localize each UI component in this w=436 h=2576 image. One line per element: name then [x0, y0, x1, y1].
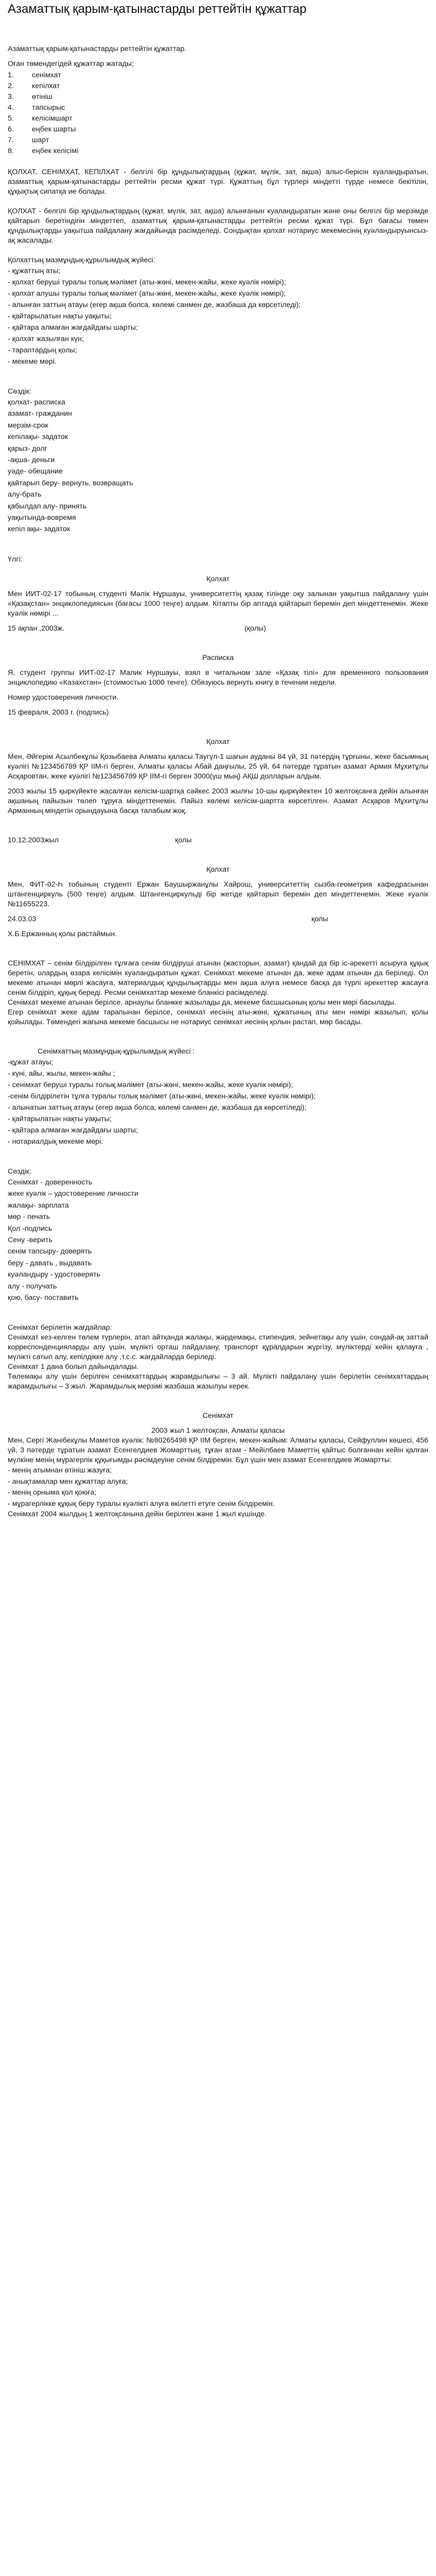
receipt-title: Қолхат	[206, 737, 230, 746]
list-item: - сенімхат беруші туралы толық мәлімет (аты-жөні, мекен-жайы, жеке куәлік нөмірі);	[8, 1080, 293, 1089]
list-item: - қайтара алмаған жағдайдағы шарты;	[8, 1126, 138, 1134]
list-item: - алынған заттың атауы (егер ақша болса, көлемі санмен де, жазбаша да көрсетіледі);	[8, 301, 301, 309]
list-item: - мекеме мөрі.	[8, 358, 57, 366]
list-item: сенім тапсыру- доверять	[8, 1247, 92, 1256]
list-item: - қолхат алушы туралы толық мәлімет (аты-жөні, мекен-жайы, жеке куәлік нөмірі);	[8, 290, 286, 298]
list-item: 8. еңбек келісімі	[8, 147, 79, 155]
sample-date: 2003 жыл 1 желтоқсан, Алматы қаласы	[151, 1427, 285, 1435]
receipt-date: 15 февраля, 2003 г. (подпись)	[8, 708, 109, 717]
list-item: қайтарып беру- вернуть, возвращать	[8, 479, 133, 487]
receipt-title: Қолхат	[206, 574, 230, 583]
receipt-footer	[8, 624, 428, 634]
page-title: Азаматтық қарым-қатынастарды реттейтін құжаттар	[8, 2, 307, 16]
receipt-footer	[8, 836, 428, 845]
list-item: - алынатын заттың атауы (егер ақша болса, көлемі санмен де, жазбаша да көрсетіледі);	[8, 1103, 307, 1112]
receipt-title: Расписка	[202, 653, 234, 662]
section-heading: Сенімхат берілетін жағдайлар:	[8, 1324, 112, 1332]
list-item: кепілақы- задаток	[8, 433, 68, 442]
list-item: кепіл ақы- задаток	[8, 525, 70, 534]
list-item: 3. өтініш	[8, 93, 53, 101]
list-item: мерзім-срок	[8, 421, 48, 430]
section-heading: Қолхаттың мазмұндық-құрылымдық жүйесі:	[8, 256, 155, 264]
list-item: 6. еңбек шарты	[8, 125, 76, 133]
paragraph: Сенімхат мекеме атынан берілсе, арнаулы бланкке жазылады да, мекеме басшысының қолы мен мөрі басылады.	[8, 998, 396, 1007]
list-item: -ақша- деньги	[8, 456, 55, 465]
paragraph: ҚОЛХАТ - белгілі бір құндылықтардың (құжат, мүлік, зат, ақша) алынғанын куаландыратын және оны белгілі бір мерзімде қайтарып беретіндігін міндеттеп, азаматтық қарым-қатынастарды реттейтін ресми құжат түрі. Бұл бағасы төмен құндылықтарды уақытша пайдалану жағдайында расімделеді. Сондықтан қолхат нотариус мекемесінің куәландыруынсыз-ақ жасалады.	[8, 207, 428, 245]
vocabulary-list	[8, 1177, 428, 1303]
list-item: жалақы- зарплата	[8, 1201, 69, 1210]
list-item: - қолхат беруші туралы толық мәлімет (аты-жөні, мекен-жайы, жеке куәлік нөмірі);	[8, 278, 286, 286]
receipt-sign: қолы	[175, 836, 192, 844]
sample-end: Сенімхат 2004 жылдың 1 желтоқсанына дейін берілген және 1 жыл күшінде.	[8, 1510, 267, 1519]
list-item: - менің атымнан өтініш жазуға;	[8, 1466, 112, 1475]
list-item: 1. сенімхат	[8, 71, 61, 79]
section-heading: Сөздік:	[8, 1167, 31, 1176]
list-item: - қайтарылатын нақты уақыты;	[8, 1114, 112, 1123]
intro-line: Азаматтық қарым-қатынастарды реттейтін құжаттар.	[8, 45, 187, 53]
list-item: қабылдап алу- принять	[8, 502, 87, 511]
list-item: 4. тапсырыс	[8, 104, 65, 112]
list-item: беру - давать , выдавать	[8, 1259, 92, 1267]
list-item: - нотариалдық мекеме мөрі.	[8, 1137, 103, 1146]
list-item: Қол -подпись	[8, 1224, 53, 1233]
list-item: Сену -верить	[8, 1235, 53, 1244]
receipt-text: Мен, ФИТ-02-Һ тобының студенті Ержан Баушыржанұлы Хайрош, университеттің сызба-геометрия кафедрасынан штангенциркуль (500 теңге) алдым. Штангенциркульді бір жетіде қайтарып беремін деп міндеттенемін. Жеке куәлік №11655223.	[8, 880, 428, 908]
intro-line: Оған төмендегідей құжаттар жатады;	[8, 60, 134, 68]
receipt-text: Мен, Әйгерім Асылбекұлы Қозыбаева Алматы қаласы Таугүл-1 шағын ауданы 84 үй, 31 пәтердің тұрғыны, жеке басымның куәлігі №123456789 ҚР ІІМ-гі берген, Алматы қаласы Абай даңғылы, 25 үй, 64 пәтерде тұратын азамат Армия Мұхитұлы Асқаровтан, жеке куәлігі №123456789 ҚР ІІМ-гі берген 3000(үш мың) АҚШ долларын алдым.	[8, 752, 428, 781]
list-item: азамат- гражданин	[8, 410, 72, 418]
document	[8, 1, 428, 1530]
sample-items	[8, 1465, 428, 1510]
paragraph: СЕНІМХАТ – сенім білдірілген тұлғаға сенім білдіруші атынан (жасторын, азамат) қандай да бір іс-әрекетті асыруға құқық беретін, олардың өзара келісімін куәландыратын құжат. Сенімхат мекеме атынан да, жеке адам атынан да беріледі. Ол мекеме атынан мөрлі жасауға, материалдық құндылықтарды мен ақша алуға немесе басқа да түрлі әрекеттер жасауға сенім білдіріп, құқық береді. Ресми сенімхаттар мекеме бланкісі расімделеді.	[8, 959, 428, 997]
list-item: -сенім білдірілетін тұлға туралы толық мәлімет (аты-жөні, мекен-жайы, жеке куәлік нөмірі);	[8, 1092, 316, 1100]
list-item: 2. кепілхат	[8, 82, 60, 90]
receipt-title: Қолхат	[206, 865, 230, 874]
list-item: жеке куәлік – удостоверение личности	[8, 1190, 138, 1198]
list-item: мөр - печать	[8, 1213, 50, 1222]
list-item: уәде- обещание	[8, 467, 63, 476]
list-item: қолхат- расписка	[8, 398, 65, 406]
receipt-confirm: Х.Б.Ержанның қолы растаймын.	[8, 929, 117, 938]
list-item: - қайтара алмаған жағдайдағы шарты;	[8, 324, 138, 332]
power-requirements-list	[8, 1057, 428, 1147]
paragraph: ҚОЛХАТ, СЕНІМХАТ, КЕПІЛХАТ - белгілі бір құндылықтардың (құжат, мүлік, зат, ақша) алыс-берісін куаландыратын, азаматтық қарым-қатынастарды реттейтін ресми құжат түрі. Құжаттың бұл түрлері міндетті түрде немесе бекітілін, құқықтық сипатқа ие болады.	[8, 168, 428, 196]
receipt-text: Мен ИИТ-02-17 тобының студенті Мәлік Нұршауы, университеттің қазақ тілінде оқу залынан уақытша пайдалану үшін «Қазақстан» энциклопедиясын (бағасы 1000 теңге) алдым. Кітапты бір аптада қайтарып беремін деп міндеттенемін. Жеке куәлік нөмірі ...	[8, 589, 428, 618]
receipt-date: 24.03.03	[8, 914, 37, 923]
list-item: - құжаттың аты;	[8, 267, 61, 275]
list-item: 7. шарт	[8, 136, 49, 144]
list-item: куәландыру - удостоверять	[8, 1270, 100, 1279]
receipt-date: 10.12.2003жыл	[8, 836, 59, 844]
list-item: 5. келісімшарт	[8, 114, 73, 123]
paragraph: Егер сенімхат жеке адам тарапынан берілсе, сенімхат иесінің аты-жөні, құжатының аты мен нөмірі жазылып, қолы қойылады. Төмендегі жағына мекеме басшысы не нотариус сенімхат иесінің қолын растап, мөр басады.	[8, 1008, 428, 1026]
list-item: уақытында-вовремя	[8, 514, 76, 522]
list-item: - анықтамалар мен құжаттар алуға;	[8, 1477, 128, 1486]
list-item: - тараптардың қолы;	[8, 346, 77, 354]
receipt-date: 15 ақпан ,2003ж.	[8, 624, 65, 633]
receipt-footer	[8, 914, 428, 924]
paragraph: Сенімхат 1 дана болып дайындалады.	[8, 1363, 139, 1371]
list-item: - қолхат жазылған күн;	[8, 335, 84, 343]
list-item: алу - получать	[8, 1282, 57, 1291]
receipt-text: Я, студент группы ИИТ-02-17 Малик Нуршауы, взял в читальном зале «Қазақ тілі» для временного пользования энциклопедию «Казахстан» (стоимостью 1000 тенге). Обязуюсь вернуть книгу в течении недели.	[8, 668, 428, 687]
list-item: - күні, айы, жылы, мекен-жайы ;	[8, 1069, 115, 1078]
sample-title: Сенімхат	[202, 1412, 234, 1420]
paragraph: Төлемақы алу үшін берілген сенімхаттардың жарамдылығы – 3 ай. Мүлікті пайдалану үшін берілетін сенімхаттардың жарамдылығы – 3 жыл. Жарамдылық мерзімі жазбаша жазылуы керек.	[8, 1372, 428, 1391]
list-item: Сенімхат - доверенность	[8, 1178, 93, 1187]
receipt-sign: қолы	[311, 914, 328, 923]
vocabulary-list	[8, 397, 428, 535]
section-heading: Сенімхаттың мазмұндық-құрылымдық жүйесі :	[38, 1047, 195, 1056]
requirements-list	[8, 265, 428, 367]
list-item: -құжат атауы;	[8, 1058, 54, 1066]
receipt-text: 2003 жылы 15 қыркүйекте жасалған келісім-шартқа сәйкес 2003 жылғы 10-шы қыркүйектен 10 желтоқсанға дейін алынған ақшаның пайызын төлеп тұруға міндеттенемін. Пайыз көлемі келісім-шартта көрсетілген. Азамат Асқаров Мұхитұлы Арманның міндетін орындауына басқа талабым жоқ.	[8, 787, 428, 815]
paragraph: Сенімхат кез-келген төлем түрлерін, атап айтқанда жалақы, жәрдемақы, стипендия, зейнетақы алу үшін, сондай-ақ заттай корреспонденцияларды алу үшін, мүлікті орташ пайдалану, транспорт құралдарын жүргізу, мүліктерді кейін қалауға , мүлікті сатып алу, кепілдікке алу ,т.с.с. жағдайларда беріледі.	[8, 1333, 428, 1362]
sample-text: Мен, Сергі Жанібекұлы Маметов куәлік: №80265498 ҚР ІІМ берген, мекен-жайым: Алматы қаласы, Сейфуллин көшесі, 456 үй, 3 пәтерде тұратын азамат Есенгелдиев Жомарттың, тұған атам - Мейілбаев Маметтің қайтыс болғаннан кейін қалған мүлкіне менің мүрагерлік құқығымды рәсімдеуіне сенім білдіремін. Бұл үшін мен азамат Есенгелдиев Жомартты:	[8, 1436, 428, 1465]
list-item: - қайтарылатын нақты уақыты;	[8, 312, 112, 320]
list-item: - менің орнымa қол қоюға;	[8, 1488, 97, 1497]
list-item: - мұрагерлікке құқық беру туралы куәлікті алуға өкілетті етуге сенім білдіремін.	[8, 1499, 275, 1508]
sample-label: Үлгі:	[8, 555, 23, 564]
list-item: қарыз- долг	[8, 444, 47, 453]
section-heading: Сөздік:	[8, 387, 31, 396]
receipt-sign: (қолы)	[245, 624, 266, 633]
list-item: қою, басу- поставить	[8, 1293, 79, 1302]
document-types-list	[8, 70, 428, 157]
list-item: алу-брать	[8, 490, 42, 499]
receipt-id: Номер удостоверения личности.	[8, 693, 118, 702]
